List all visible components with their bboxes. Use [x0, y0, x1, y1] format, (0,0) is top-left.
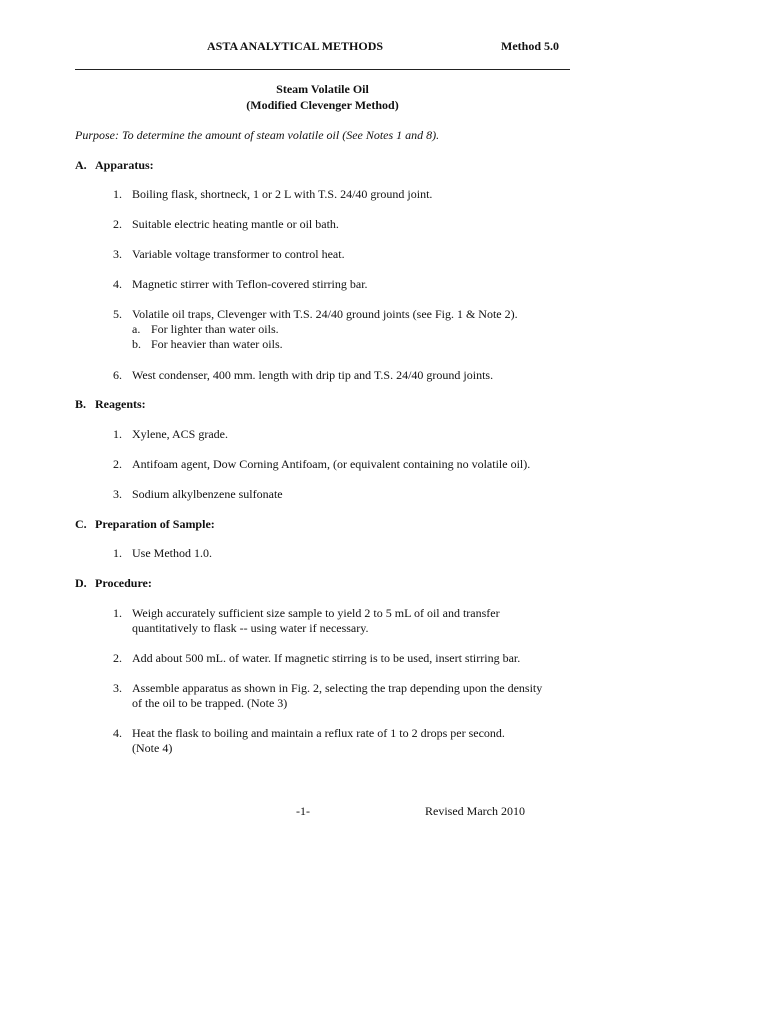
- document-title: Steam Volatile Oil: [276, 82, 369, 96]
- header-method-number: Method 5.0: [501, 39, 559, 53]
- section-c-heading: [75, 517, 215, 532]
- item-number: 1.: [113, 427, 122, 441]
- header-title: ASTA ANALYTICAL METHODS: [207, 39, 384, 53]
- section-letter: A.: [75, 158, 87, 172]
- item-text: Antifoam agent, Dow Corning Antifoam, (or equivalent containing no volatile oil).: [132, 457, 531, 471]
- subitem-text: For lighter than water oils.: [151, 322, 279, 336]
- item-number: 4.: [113, 277, 122, 291]
- item-number: 4.: [113, 726, 122, 740]
- subitem-letter: a.: [132, 322, 141, 336]
- item-text: Magnetic stirrer with Teflon-covered stirring bar.: [132, 277, 368, 291]
- section-a-heading: [75, 158, 154, 173]
- subitem-letter: b.: [132, 337, 141, 351]
- item-number: 3.: [113, 247, 122, 261]
- item-text: Sodium alkylbenzene sulfonate: [132, 487, 283, 501]
- item-text-line: quantitatively to flask -- using water if necessary.: [132, 621, 369, 635]
- header-divider: [75, 69, 570, 70]
- item-text: Use Method 1.0.: [132, 546, 212, 560]
- item-number: 2.: [113, 651, 122, 665]
- item-text-line: Heat the flask to boiling and maintain a reflux rate of 1 to 2 drops per second.: [132, 726, 505, 740]
- item-number: 6.: [113, 368, 122, 382]
- item-text-line: (Note 4): [132, 741, 173, 755]
- item-number: 1.: [113, 187, 122, 201]
- item-number: 1.: [113, 606, 122, 620]
- section-letter: B.: [75, 397, 87, 411]
- item-text-line: Weigh accurately sufficient size sample to yield 2 to 5 mL of oil and transfer: [132, 606, 500, 620]
- item-number: 2.: [113, 217, 122, 231]
- item-number: 5.: [113, 307, 122, 321]
- item-text-line: of the oil to be trapped. (Note 3): [132, 696, 288, 710]
- item-number: 3.: [113, 487, 122, 501]
- subitem-text: For heavier than water oils.: [151, 337, 283, 351]
- section-title: Reagents:: [95, 397, 146, 411]
- item-text-line: Add about 500 mL. of water. If magnetic stirring is to be used, insert stirring bar.: [132, 651, 521, 665]
- section-letter: D.: [75, 576, 87, 590]
- section-title: Procedure:: [95, 576, 152, 590]
- purpose-statement: Purpose: To determine the amount of steam volatile oil (See Notes 1 and 8).: [75, 128, 440, 142]
- section-d-heading: [75, 576, 152, 591]
- revision-date: Revised March 2010: [425, 804, 525, 818]
- item-text: Boiling flask, shortneck, 1 or 2 L with T.S. 24/40 ground joint.: [132, 187, 433, 201]
- document-subtitle: (Modified Clevenger Method): [246, 98, 399, 112]
- item-text: Xylene, ACS grade.: [132, 427, 228, 441]
- item-text: Volatile oil traps, Clevenger with T.S. 24/40 ground joints (see Fig. 1 & Note 2).: [132, 307, 518, 321]
- section-title: Preparation of Sample:: [95, 517, 215, 531]
- item-number: 2.: [113, 457, 122, 471]
- section-title: Apparatus:: [95, 158, 154, 172]
- item-text-line: Assemble apparatus as shown in Fig. 2, selecting the trap depending upon the density: [132, 681, 543, 695]
- item-text: Suitable electric heating mantle or oil bath.: [132, 217, 339, 231]
- item-number: 1.: [113, 546, 122, 560]
- item-number: 3.: [113, 681, 122, 695]
- section-b-heading: [75, 397, 146, 412]
- section-letter: C.: [75, 517, 87, 531]
- item-text: Variable voltage transformer to control heat.: [132, 247, 345, 261]
- page-number: -1-: [296, 804, 310, 818]
- item-text: West condenser, 400 mm. length with drip tip and T.S. 24/40 ground joints.: [132, 368, 494, 382]
